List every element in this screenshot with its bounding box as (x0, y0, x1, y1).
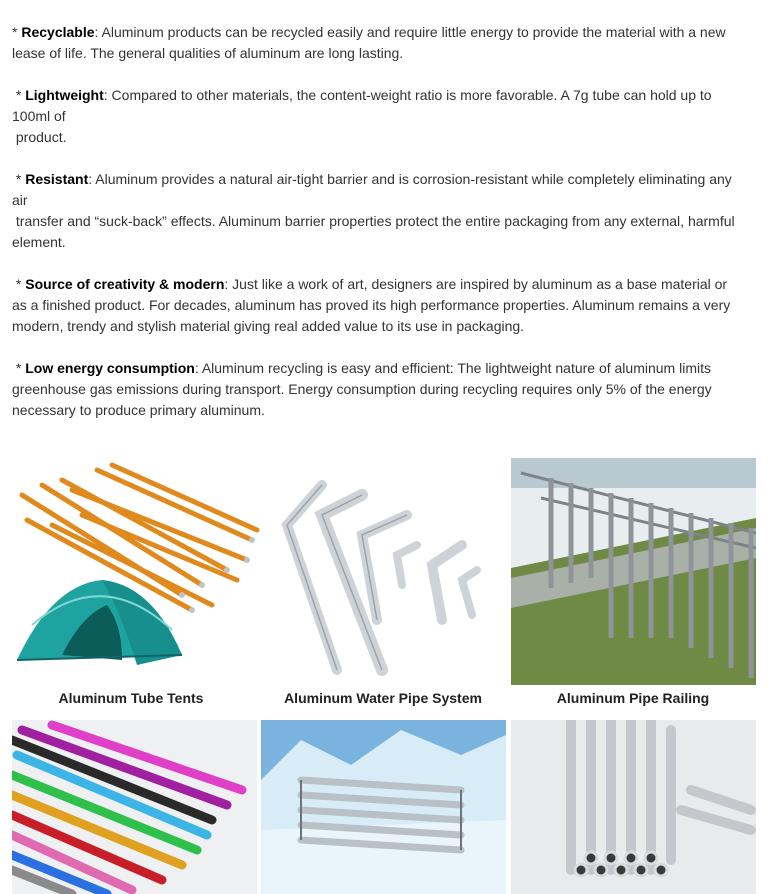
tube-bundle-icon (511, 720, 756, 894)
paragraph-title: Resistant (25, 171, 89, 187)
paragraph-recyclable: * Recyclable: Aluminum products can be recycled easily and require little energy to provide the material with a new lease of life. The general qualities of aluminum are long lasting. (12, 24, 726, 61)
tent-image (12, 455, 262, 685)
paragraph-lightweight: * Lightweight: Compared to other materials, the content-weight ratio is more favorable. A 7g tube can hold up to 100ml of product. (12, 87, 712, 145)
railing-icon (511, 458, 756, 685)
caption-water-pipe: Aluminum Water Pipe System (284, 690, 482, 706)
paragraph-resistant: * Resistant: Aluminum provides a natural air-tight barrier and is corrosion-resistant while completely eliminating any air transfer and “suck-back” effects. Aluminum barrier properties protect the entire packaging from any external, harmful element. (12, 171, 735, 250)
tube-bundle-image (511, 720, 756, 894)
paragraph-title: Recyclable (21, 24, 95, 40)
caption-railing: Aluminum Pipe Railing (556, 690, 710, 706)
caption-tents: Aluminum Tube Tents (58, 690, 204, 706)
pipe-icon (287, 485, 477, 670)
cooling-pipe-image (261, 720, 506, 894)
colored-tubes-image (12, 720, 257, 894)
paragraph-creativity: * Source of creativity & modern: Just like a work of art, designers are inspired by aluminum as a base material or as a finished product. For decades, aluminum has proved its high performance properties. Aluminum remains a very modern, trendy and stylish material giving real added value to its use in packaging. (12, 276, 731, 334)
ice-cooling-icon (261, 720, 506, 894)
railing-image (511, 458, 756, 685)
water-pipe-image (262, 455, 512, 685)
paragraph-title: Low energy consumption (25, 360, 195, 376)
paragraph-energy: * Low energy consumption: Aluminum recycling is easy and efficient: The lightweight nature of aluminum limits greenhouse gas emissions during transport. Energy consumption during recycling requires only 5% of the energy necessary to produce primary aluminum. (12, 360, 712, 418)
paragraph-title: Lightweight (25, 87, 104, 103)
tent-poles-icon (22, 465, 257, 610)
colored-tubes-icon (12, 720, 257, 894)
paragraph-title: Source of creativity & modern (25, 276, 225, 292)
